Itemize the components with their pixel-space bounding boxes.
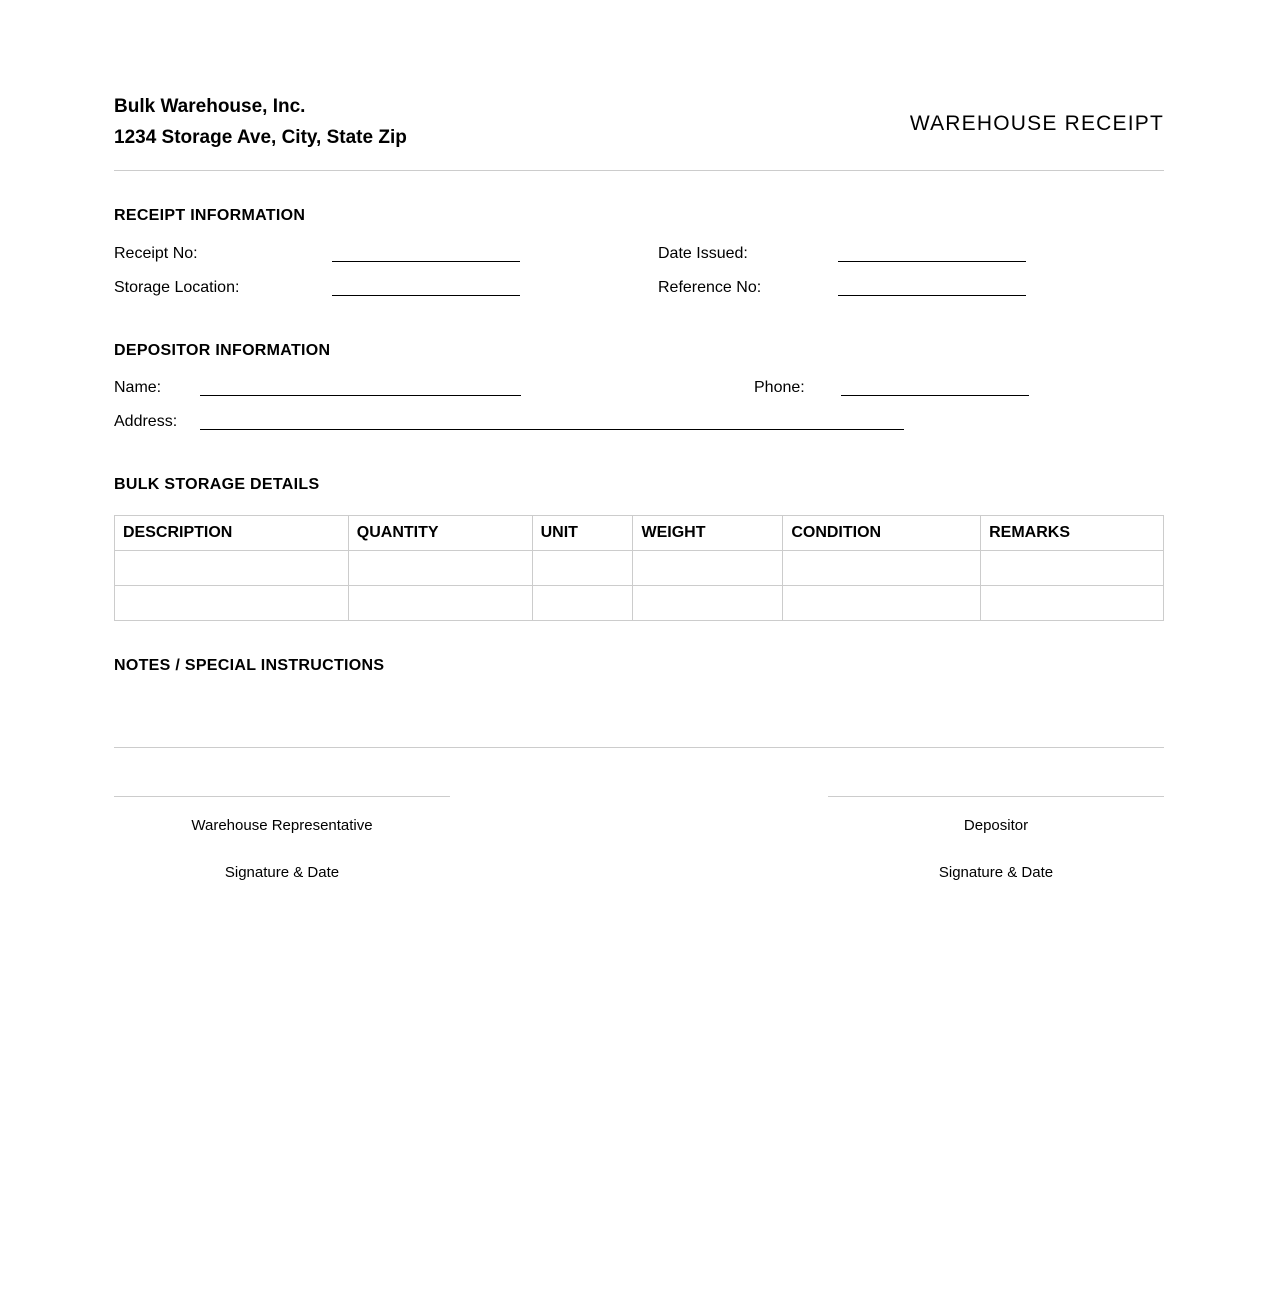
document-title: WAREHOUSE RECEIPT xyxy=(909,112,1164,135)
name-label: Name: xyxy=(114,379,162,396)
address-label: Address: xyxy=(114,413,178,430)
unit-cell[interactable] xyxy=(532,551,633,586)
phone-label: Phone: xyxy=(754,379,805,396)
column-header-quantity: QUANTITY xyxy=(348,516,532,551)
reference-no-field[interactable] xyxy=(838,295,1026,296)
weight-cell[interactable] xyxy=(633,586,783,621)
header-divider xyxy=(114,170,1164,171)
warehouse-representative-signature xyxy=(114,796,450,881)
quantity-cell[interactable] xyxy=(348,551,532,586)
receipt-information-heading: RECEIPT INFORMATION xyxy=(114,207,306,224)
receipt-no-label: Receipt No: xyxy=(114,245,198,262)
signature-line[interactable] xyxy=(114,796,450,797)
reference-no-label: Reference No: xyxy=(658,279,762,296)
depositor-information-heading: DEPOSITOR INFORMATION xyxy=(114,342,331,359)
name-field[interactable] xyxy=(200,395,521,396)
storage-details-table xyxy=(114,515,1164,621)
company-address: 1234 Storage Ave, City, State Zip xyxy=(114,127,407,148)
signature-role: Depositor xyxy=(963,817,1029,834)
weight-cell[interactable] xyxy=(633,551,783,586)
column-header-unit: UNIT xyxy=(532,516,633,551)
signature-line[interactable] xyxy=(828,796,1164,797)
description-cell[interactable] xyxy=(115,551,349,586)
condition-cell[interactable] xyxy=(783,586,981,621)
notes-heading: NOTES / SPECIAL INSTRUCTIONS xyxy=(114,657,385,674)
quantity-cell[interactable] xyxy=(348,586,532,621)
table-row xyxy=(115,551,1164,586)
phone-field[interactable] xyxy=(841,395,1029,396)
notes-area[interactable] xyxy=(114,680,1164,746)
depositor-signature xyxy=(828,796,1164,881)
condition-cell[interactable] xyxy=(783,551,981,586)
remarks-cell[interactable] xyxy=(981,586,1164,621)
table-row xyxy=(115,586,1164,621)
column-header-weight: WEIGHT xyxy=(633,516,783,551)
signature-caption: Signature & Date xyxy=(938,864,1054,881)
receipt-no-field[interactable] xyxy=(332,261,520,262)
remarks-cell[interactable] xyxy=(981,551,1164,586)
address-field[interactable] xyxy=(200,429,904,430)
date-issued-field[interactable] xyxy=(838,261,1026,262)
storage-location-field[interactable] xyxy=(332,295,520,296)
company-name: Bulk Warehouse, Inc. xyxy=(114,96,306,117)
storage-location-label: Storage Location: xyxy=(114,279,240,296)
column-header-remarks: REMARKS xyxy=(981,516,1164,551)
bulk-storage-details-heading: BULK STORAGE DETAILS xyxy=(114,476,320,493)
column-header-condition: CONDITION xyxy=(783,516,981,551)
notes-divider xyxy=(114,747,1164,748)
column-header-description: DESCRIPTION xyxy=(115,516,349,551)
description-cell[interactable] xyxy=(115,586,349,621)
signature-caption: Signature & Date xyxy=(224,864,340,881)
unit-cell[interactable] xyxy=(532,586,633,621)
date-issued-label: Date Issued: xyxy=(658,245,748,262)
table-header-row xyxy=(115,516,1164,551)
signature-role: Warehouse Representative xyxy=(191,817,373,834)
